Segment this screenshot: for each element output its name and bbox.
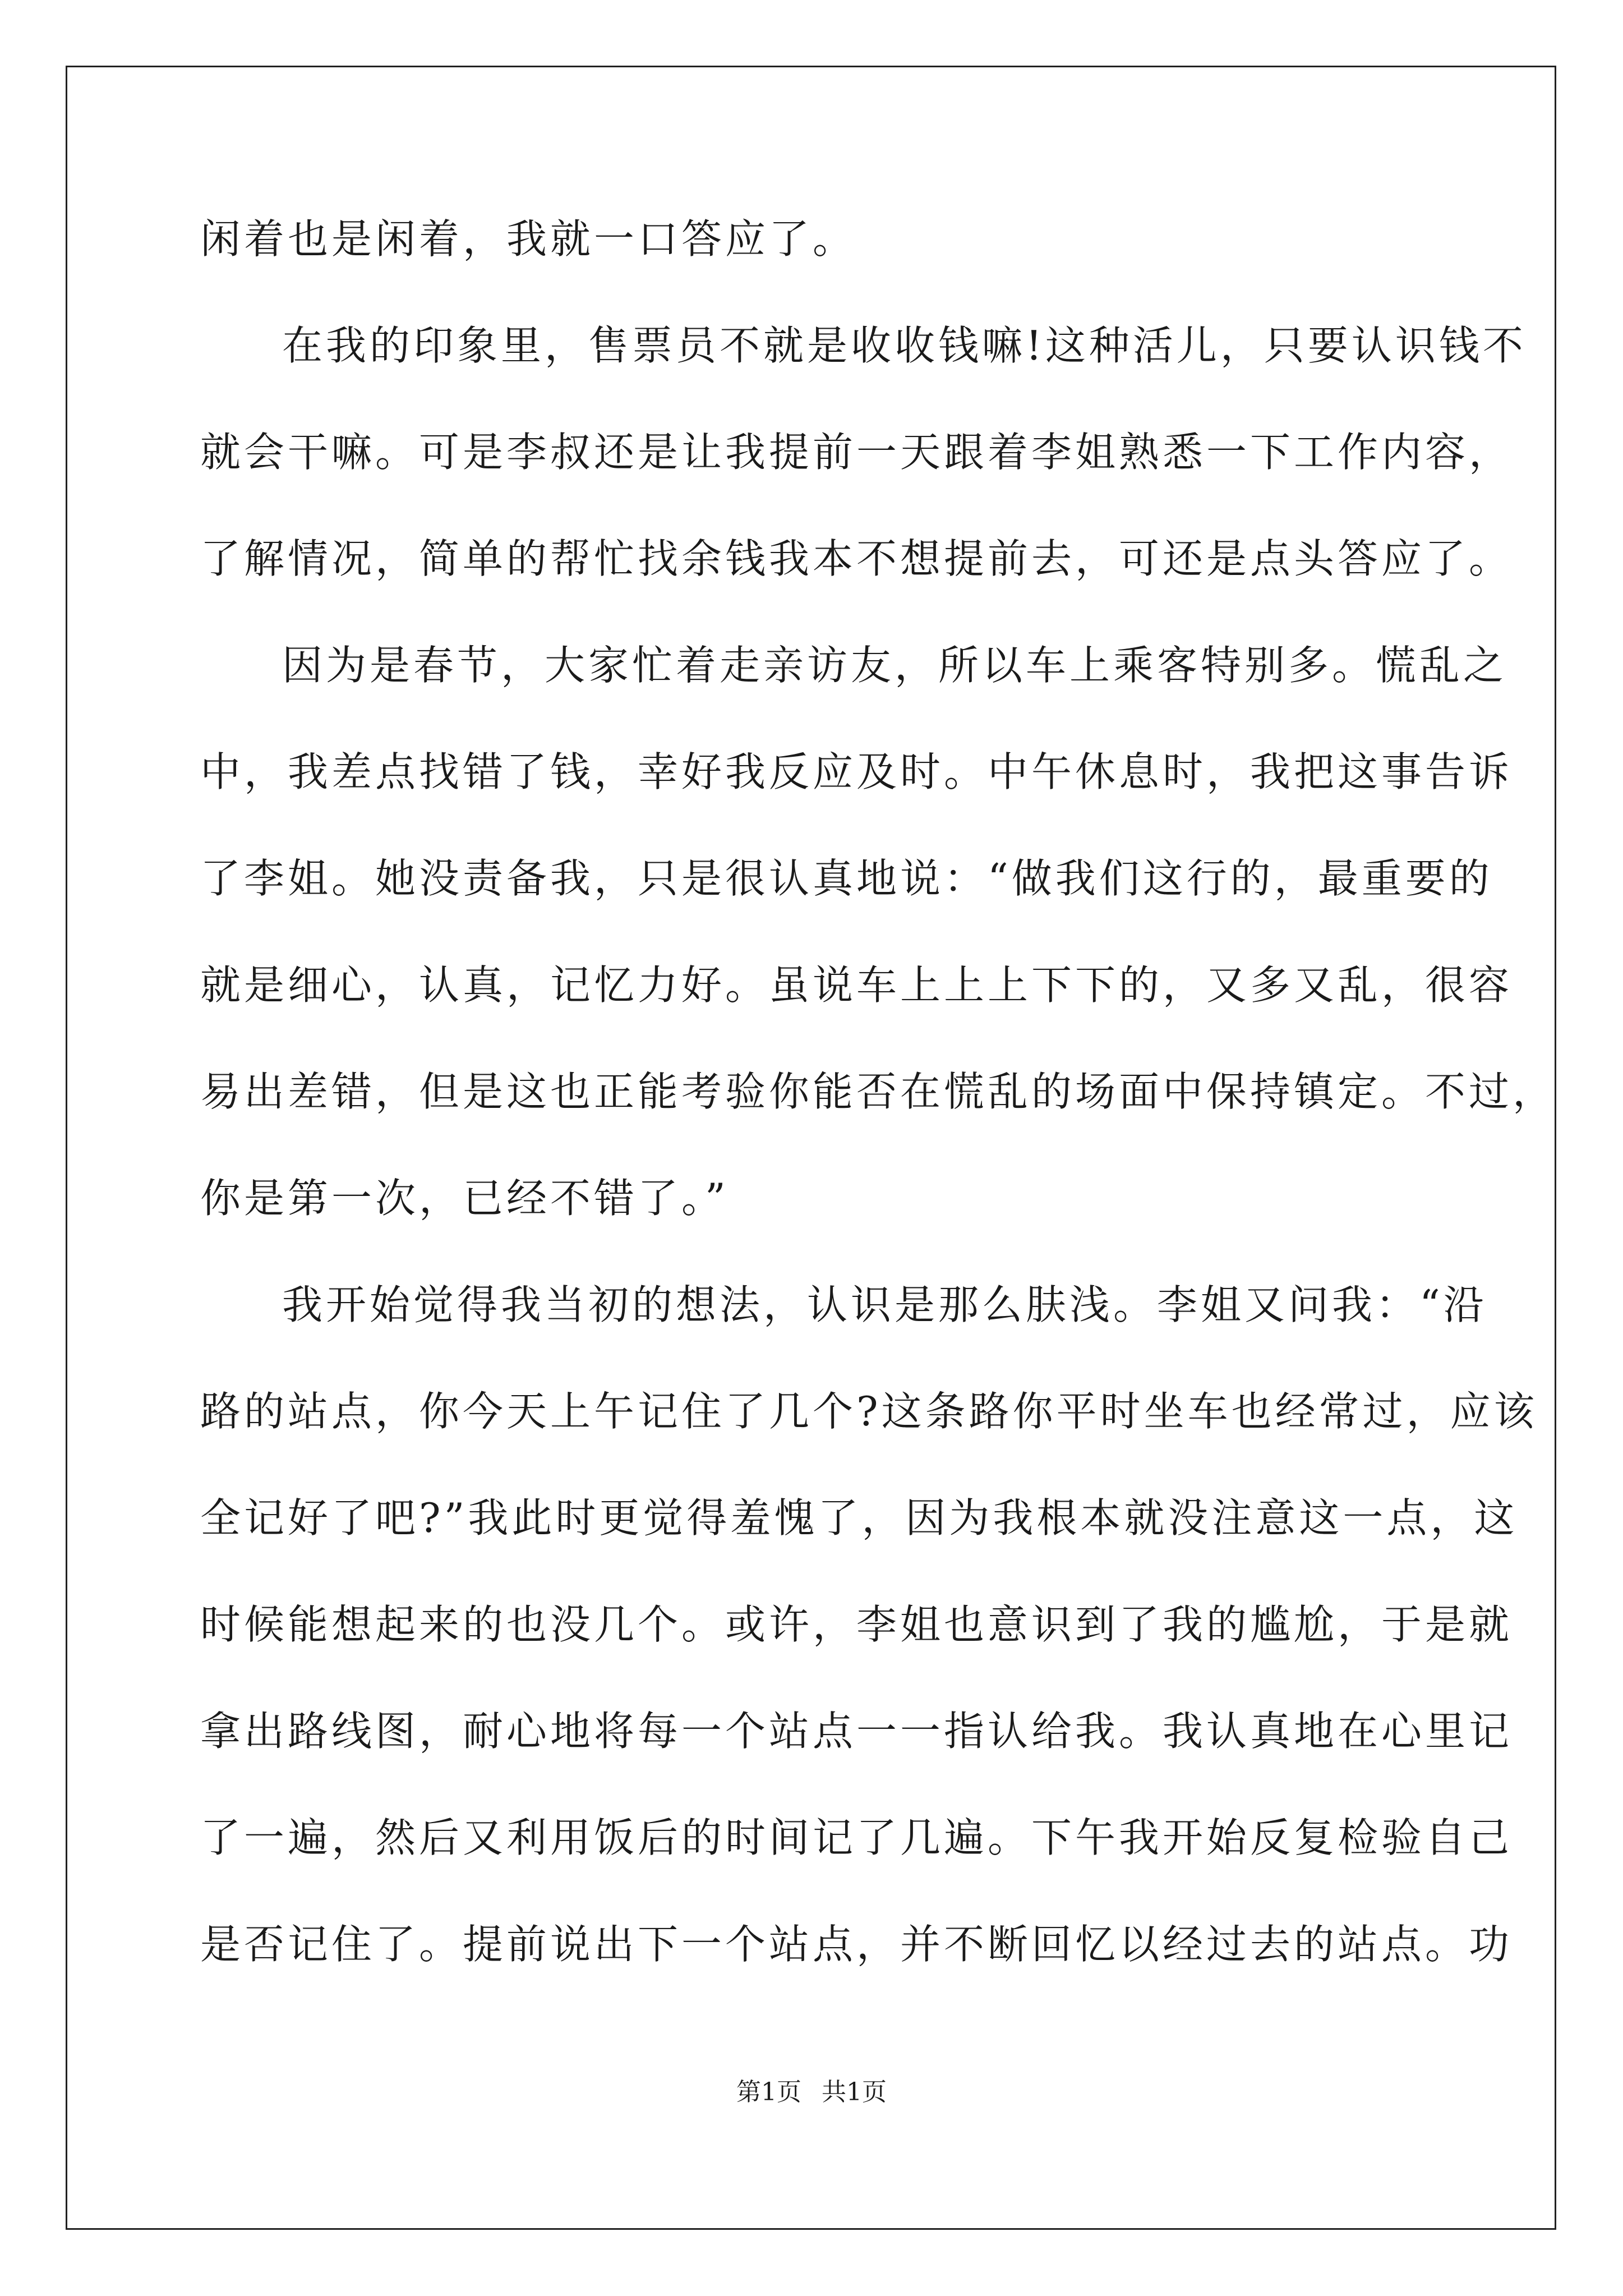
text-line: 全记好了吧?”我此时更觉得羞愧了，因为我根本就没注意这一点，这 [200, 1494, 1518, 1542]
text-line: 拿出路线图，耐心地将每一个站点一一指认给我。我认真地在心里记 [200, 1708, 1513, 1755]
paragraph-start-line: 我开始觉得我当初的想法，认识是那么肤浅。李姐又问我：“沿 [282, 1281, 1487, 1328]
paragraph-start-line: 在我的印象里，售票员不就是收收钱嘛!这种活儿，只要认识钱不 [282, 322, 1527, 369]
page-footer [0, 2076, 1623, 2109]
text-line: 是否记住了。提前说出下一个站点，并不断回忆以经过去的站点。功 [200, 1921, 1513, 1968]
text-line: 路的站点，你今天上午记住了几个?这条路你平时坐车也经常过，应该 [200, 1388, 1538, 1435]
page-total: 共1页 [822, 2078, 887, 2106]
text-line: 了一遍，然后又利用饭后的时间记了几遍。下午我开始反复检验自己 [200, 1814, 1513, 1861]
paragraph-start-line: 因为是春节，大家忙着走亲访友，所以车上乘客特别多。慌乱之 [282, 642, 1507, 689]
text-line: 易出差错，但是这也正能考验你能否在慌乱的场面中保持镇定。不过， [200, 1068, 1557, 1115]
text-line: 你是第一次，已经不错了。” [200, 1175, 729, 1222]
text-line: 中，我差点找错了钱，幸好我反应及时。中午休息时，我把这事告诉 [200, 748, 1513, 795]
text-line: 闲着也是闲着，我就一口答应了。 [200, 215, 857, 263]
page-border [66, 66, 1556, 2230]
page-number: 第1页 [736, 2078, 801, 2106]
text-line: 时候能想起来的也没几个。或许，李姐也意识到了我的尴尬，于是就 [200, 1601, 1513, 1648]
text-line: 就会干嘛。可是李叔还是让我提前一天跟着李姐熟悉一下工作内容， [200, 429, 1513, 476]
text-line: 了解情况，简单的帮忙找余钱我本不想提前去，可还是点头答应了。 [200, 535, 1513, 582]
text-line: 就是细心，认真，记忆力好。虽说车上上上下下的，又多又乱，很容 [200, 961, 1513, 1009]
text-line: 了李姐。她没责备我，只是很认真地说：“做我们这行的，最重要的 [200, 855, 1493, 902]
